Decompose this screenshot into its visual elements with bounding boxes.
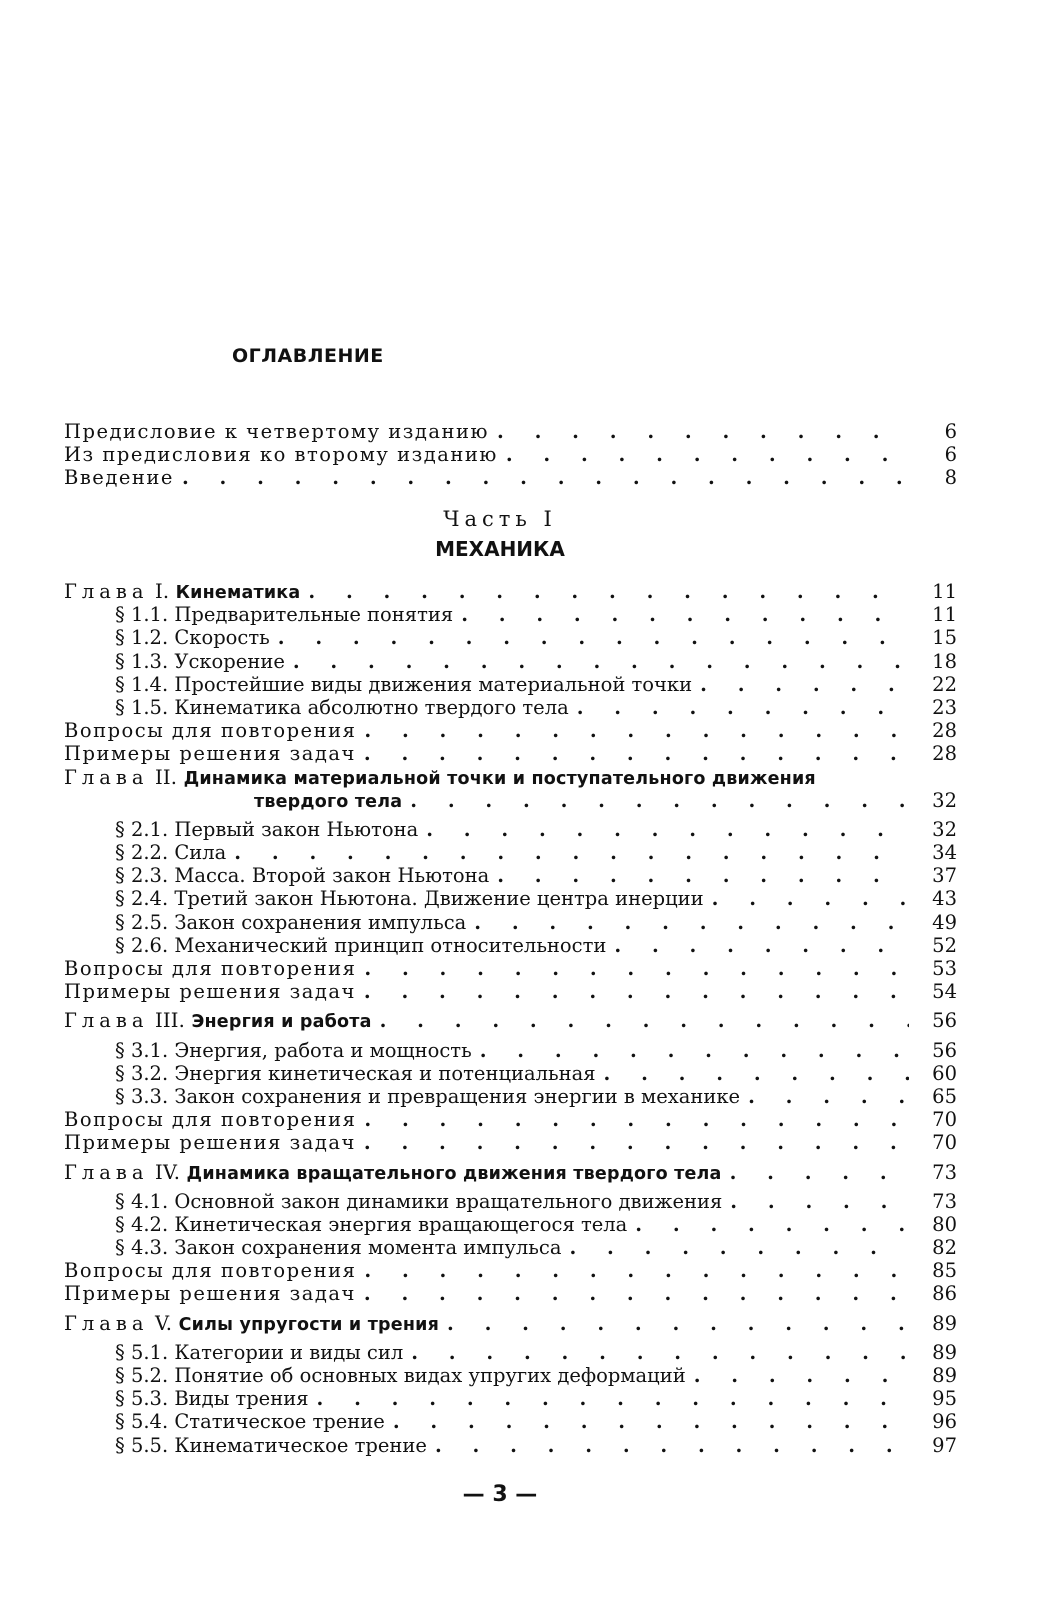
chapter-word: Глава (64, 1311, 149, 1335)
entry-page: 85 (932, 1259, 957, 1283)
toc-questions[interactable] (64, 957, 957, 980)
entry-label: § 2.6. Механический принцип относительности (115, 933, 607, 957)
leader-dots (694, 1364, 909, 1387)
leader-dots (308, 580, 909, 603)
entry-page: 6 (944, 443, 957, 467)
leader-dots (364, 1259, 909, 1282)
entry-label: Вопросы для повторения (64, 957, 357, 980)
chapter-title: Энергия и работа (191, 1012, 372, 1033)
entry-page: 37 (932, 864, 957, 888)
toc-section[interactable] (64, 1387, 957, 1410)
chapter-title-cont: твердого тела (254, 791, 403, 812)
entry-label: § 2.4. Третий закон Ньютона. Движение центра инерции (115, 887, 704, 911)
entry-label: Вопросы для повторения (64, 1108, 357, 1132)
leader-dots (748, 1085, 909, 1108)
toc-section[interactable] (64, 603, 957, 626)
toc-examples[interactable] (64, 1282, 957, 1305)
leader-dots (410, 789, 909, 812)
part-name: МЕХАНИКА (435, 537, 565, 561)
toc-section[interactable] (64, 1039, 957, 1062)
entry-page: 11 (932, 580, 957, 603)
entry-label: § 3.3. Закон сохранения и превращения энергии в механике (115, 1084, 741, 1108)
chapters-list (64, 580, 957, 1457)
entry-page: 22 (932, 672, 957, 696)
toc-section[interactable] (64, 934, 957, 957)
entry-page: 11 (932, 603, 957, 627)
toc-section[interactable] (64, 650, 957, 673)
toc-section[interactable] (64, 1434, 957, 1457)
leader-dots (293, 650, 909, 673)
toc-section[interactable] (64, 1410, 957, 1433)
chapter-number: II. (154, 765, 178, 789)
chapter-title: Кинематика (175, 583, 301, 603)
leader-dots (712, 887, 909, 910)
entry-label: § 5.2. Понятие об основных видах упругих деформаций (115, 1364, 686, 1387)
entry-page: 43 (932, 887, 957, 911)
leader-dots (730, 1190, 909, 1213)
entry-label: § 1.3. Ускорение (115, 649, 285, 673)
toc-chapter-1[interactable] (64, 580, 957, 603)
entry-page: 32 (932, 788, 957, 812)
entry-label: Введение (64, 466, 174, 490)
toc-section[interactable] (64, 1190, 957, 1213)
entry-page: 32 (932, 817, 957, 841)
leader-dots (364, 957, 909, 980)
entry-page: 80 (932, 1212, 957, 1236)
entry-page: 65 (932, 1084, 957, 1108)
toc-chapter-5[interactable] (64, 1312, 957, 1335)
entry-page: 73 (932, 1160, 957, 1184)
leader-dots (569, 1236, 909, 1259)
chapter-word: Глава (64, 765, 149, 789)
leader-dots (577, 696, 909, 719)
toc-examples[interactable] (64, 742, 957, 765)
toc-examples[interactable] (64, 980, 957, 1003)
entry-label: § 1.5. Кинематика абсолютно твердого тела (115, 695, 569, 719)
leader-dots (435, 1434, 909, 1457)
entry-page: 18 (932, 649, 957, 673)
entry-page: 86 (932, 1282, 957, 1306)
leader-dots (364, 980, 909, 1003)
entry-label: § 2.2. Сила (115, 841, 227, 865)
toc-section[interactable] (64, 1213, 957, 1236)
chapter-word: Глава (64, 1009, 149, 1033)
entry-page: 89 (932, 1311, 957, 1335)
leader-dots (635, 1213, 909, 1236)
entry-page: 56 (932, 1038, 957, 1062)
leader-dots (364, 742, 909, 765)
entry-page: 54 (932, 980, 957, 1004)
toc-section[interactable] (64, 696, 957, 719)
entry-label: § 5.3. Виды трения (115, 1387, 309, 1411)
leader-dots (380, 1009, 909, 1032)
leader-dots (614, 934, 909, 957)
entry-label: § 4.3. Закон сохранения момента импульса (115, 1236, 562, 1260)
entry-label: Из предисловия ко второму изданию (64, 443, 498, 467)
entry-page: 53 (932, 957, 957, 980)
entry-label: § 2.1. Первый закон Ньютона (115, 817, 419, 841)
entry-label: Примеры решения задач (64, 742, 356, 766)
entry-label: Примеры решения задач (64, 1131, 356, 1155)
leader-dots (700, 673, 909, 696)
leader-dots (364, 1131, 909, 1154)
toc-chapter-4[interactable] (64, 1161, 957, 1184)
toc-questions[interactable] (64, 1108, 957, 1131)
entry-page: 49 (932, 910, 957, 934)
toc-section[interactable] (64, 841, 957, 864)
toc-entry-preface-2[interactable] (64, 443, 957, 466)
chapter-number: III. (154, 1009, 186, 1033)
entry-label: § 1.2. Скорость (115, 626, 270, 650)
entry-page: 52 (932, 933, 957, 957)
entry-page: 56 (932, 1009, 957, 1033)
toc-section[interactable] (64, 1341, 957, 1364)
entry-page: 28 (932, 719, 957, 743)
leader-dots (497, 864, 909, 887)
toc-section[interactable] (64, 1085, 957, 1108)
leader-dots (393, 1410, 909, 1433)
entry-label: Вопросы для повторения (64, 719, 357, 743)
entry-label: § 5.4. Статическое трение (115, 1410, 385, 1434)
entry-label: Примеры решения задач (64, 1282, 356, 1306)
toc-section[interactable] (64, 911, 957, 934)
entry-page: 6 (944, 420, 957, 443)
leader-dots (234, 841, 909, 864)
leader-dots (474, 911, 909, 934)
leader-dots (426, 818, 909, 841)
toc-section[interactable] (64, 818, 957, 841)
leader-dots (447, 1312, 909, 1335)
entry-label: Вопросы для повторения (64, 1259, 357, 1283)
entry-label: § 4.1. Основной закон динамики вращательного движения (115, 1189, 723, 1213)
toc-questions[interactable] (64, 1259, 957, 1282)
toc-chapter-2[interactable] (64, 766, 957, 789)
chapter-number: I. (154, 580, 170, 603)
chapter-title: Динамика вращательного движения твердого тела (186, 1163, 722, 1184)
entry-page: 95 (932, 1387, 957, 1411)
toc-entry-preface-4[interactable] (64, 420, 957, 443)
toc-entry-introduction[interactable] (64, 466, 957, 489)
entry-page: 82 (932, 1236, 957, 1260)
entry-page: 70 (932, 1131, 957, 1155)
entry-label: Предисловие к четвертому изданию (64, 420, 490, 443)
entry-page: 28 (932, 742, 957, 766)
entry-label: Примеры решения задач (64, 980, 356, 1004)
front-matter-list (64, 420, 957, 490)
leader-dots (497, 420, 909, 443)
part-label: Часть I (443, 507, 557, 531)
leader-dots (730, 1161, 909, 1184)
toc-section[interactable] (64, 673, 957, 696)
entry-page: 15 (932, 626, 957, 650)
entry-page: 97 (932, 1433, 957, 1457)
entry-page: 23 (932, 695, 957, 719)
entry-label: § 4.2. Кинетическая энергия вращающегося тела (115, 1212, 628, 1236)
toc-section[interactable] (64, 1364, 957, 1387)
chapter-title: Динамика материальной точки и поступательного движения (183, 768, 816, 789)
page-title: ОГЛАВЛЕНИЕ (232, 345, 384, 367)
leader-dots (364, 1108, 909, 1131)
leader-dots (364, 719, 909, 742)
leader-dots (480, 1039, 909, 1062)
entry-page: 34 (932, 841, 957, 865)
chapter-word: Глава (64, 580, 149, 603)
leader-dots (278, 626, 909, 649)
entry-page: 8 (944, 466, 957, 490)
entry-label: § 2.5. Закон сохранения импульса (115, 910, 467, 934)
toc-section[interactable] (64, 1062, 957, 1085)
entry-label: § 1.4. Простейшие виды движения материальной точки (115, 672, 693, 696)
chapter-word: Глава (64, 1160, 149, 1184)
toc-section[interactable] (64, 864, 957, 887)
entry-page: 89 (932, 1340, 957, 1364)
leader-dots (506, 443, 909, 466)
chapter-title: Силы упругости и трения (178, 1314, 440, 1335)
entry-page: 73 (932, 1189, 957, 1213)
toc-questions[interactable] (64, 719, 957, 742)
entry-label: § 2.3. Масса. Второй закон Ньютона (115, 864, 490, 888)
leader-dots (182, 466, 909, 489)
chapter-number: IV. (154, 1160, 181, 1184)
toc-section[interactable] (64, 1236, 957, 1259)
entry-label: § 5.5. Кинематическое трение (115, 1433, 427, 1457)
toc-chapter-2-cont[interactable] (64, 789, 957, 812)
entry-page: 96 (932, 1410, 957, 1434)
entry-label: § 5.1. Категории и виды сил (115, 1340, 404, 1364)
chapter-number: V. (154, 1311, 173, 1335)
toc-section[interactable] (64, 626, 957, 649)
entry-page: 60 (932, 1061, 957, 1085)
entry-page: 70 (932, 1108, 957, 1132)
leader-dots (411, 1341, 909, 1364)
entry-page: 89 (932, 1364, 957, 1387)
toc-section[interactable] (64, 887, 957, 910)
leader-dots (604, 1062, 909, 1085)
entry-label: § 3.1. Энергия, работа и мощность (115, 1038, 472, 1062)
leader-dots (461, 603, 909, 626)
page-number: — 3 — (462, 1482, 538, 1507)
entry-label: § 3.2. Энергия кинетическая и потенциальная (115, 1061, 596, 1085)
leader-dots (317, 1387, 909, 1410)
entry-label: § 1.1. Предварительные понятия (115, 603, 454, 627)
toc-examples[interactable] (64, 1131, 957, 1154)
leader-dots (364, 1282, 909, 1305)
toc-chapter-3[interactable] (64, 1009, 957, 1032)
